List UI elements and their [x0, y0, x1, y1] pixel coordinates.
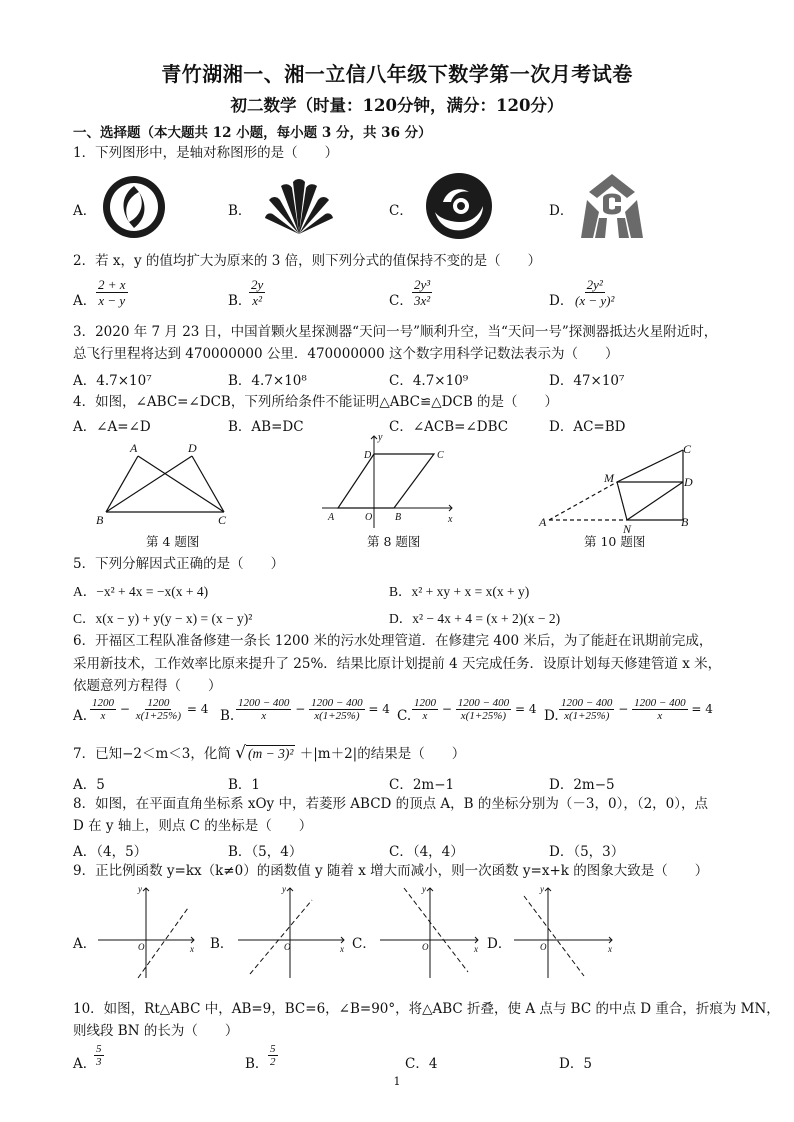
logo-c-icon [425, 172, 493, 240]
question-3-line-1: 3．2020 年 7 月 23 日，中国首颗火星探测器“天问一号”顺利升空，当“天问一号”探测器抵达火星附近时， [73, 324, 718, 340]
fraction-numerator: 2y² [586, 277, 603, 292]
fraction-denominator: 2 [270, 1056, 276, 1068]
logo-a-icon [101, 174, 167, 240]
q10-value-d: 5 [583, 1056, 592, 1072]
axis-label-x: x [190, 944, 194, 954]
q10-label-b: B． [245, 1056, 269, 1072]
fraction-denominator: x [261, 710, 267, 722]
axis-label-y: y [138, 884, 142, 894]
fraction-numerator: 2 + x [98, 277, 126, 292]
fraction-denominator: x(1+25%) [314, 710, 360, 722]
equation-rhs: = 4 [368, 702, 390, 716]
q2-label-c: C． [389, 293, 413, 309]
fraction-denominator: x [100, 710, 106, 722]
fraction-denominator: x(1+25%) [460, 710, 507, 722]
q4-option-c: C．∠ACB=∠DBC [389, 419, 509, 435]
fraction-numerator: 1200 − 400 [457, 697, 510, 709]
q5-option-c: C．x(x − y) + y(y − x) = (x − y)² [73, 611, 253, 626]
q3-option-b: B．4.7×10⁸ [228, 373, 307, 389]
figure-4-caption: 第 4 题图 [146, 534, 200, 549]
fig8-label-d: D [364, 450, 372, 461]
q10-label-d: D． [559, 1056, 584, 1072]
q6-option-a [90, 697, 208, 722]
question-5: 5．下列分解因式正确的是（ ） [73, 556, 285, 572]
q10-label-c: C． [405, 1056, 429, 1072]
minus-sign: − [441, 702, 452, 716]
fig4-label-a: A [130, 441, 138, 455]
origin-label: O [422, 942, 429, 952]
q4-option-a: A．∠A=∠D [73, 419, 151, 435]
q9-graph-a [92, 882, 202, 982]
q9-graph-d [508, 882, 618, 982]
axis-label-x: x [340, 944, 344, 954]
figure-4-triangles [92, 440, 242, 530]
q2-option-d [573, 277, 616, 308]
q2-label-b: B． [228, 293, 252, 309]
fraction-denominator: 3 [96, 1056, 102, 1068]
q6-option-b [236, 697, 390, 722]
q2-label-d: D． [549, 293, 574, 309]
fig8-label-o: O [365, 512, 373, 523]
sqrt-icon: √ [235, 743, 247, 763]
question-7 [73, 744, 465, 763]
q5-option-d: D．x² − 4x + 4 = (x + 2)(x − 2) [389, 611, 561, 626]
question-1: 1．下列图形中，是轴对称图形的是（ ） [73, 145, 339, 161]
figure-8-rhombus [318, 432, 458, 532]
fig8-label-c: C [437, 450, 444, 461]
q10-option-b [268, 1043, 278, 1068]
q8-option-a: A．（4，5） [73, 844, 148, 860]
axis-label-x: x [474, 944, 478, 954]
fraction-denominator: x [657, 710, 663, 722]
q6-option-d [559, 697, 713, 722]
figure-10-triangle [537, 440, 707, 535]
equation-rhs: = 4 [691, 702, 713, 716]
question-4: 4．如图，∠ABC=∠DCB，下列所给条件不能证明△ABC≌△DCB 的是（ ） [73, 394, 559, 410]
question-9: 9．正比例函数 y=kx（k≠0）的函数值 y 随着 x 增大而减小，则一次函数 y=x+k 的图象大致是（ ） [73, 863, 709, 879]
question-2: 2．若 x，y 的值均扩大为原来的 3 倍，则下列分式的值保持不变的是（ ） [73, 253, 542, 269]
q8-option-d: D．（5，3） [549, 844, 625, 860]
origin-label: O [284, 942, 291, 952]
q10-label-a: A． [73, 1056, 97, 1072]
axis-label-y: y [422, 884, 426, 894]
q7-text-start: 7．已知−2＜m＜3，化简 [73, 746, 231, 762]
fraction-numerator: 2y³ [414, 277, 431, 292]
q9-graph-c [374, 882, 484, 982]
q3-option-c: C．4.7×10⁹ [389, 373, 469, 389]
minus-sign: − [119, 702, 130, 716]
q3-option-a: A．4.7×10⁷ [73, 373, 152, 389]
fraction-denominator: x [422, 710, 428, 722]
fraction-numerator: 1200 − 400 [561, 697, 613, 709]
logo-d-icon [577, 172, 647, 240]
q6-option-c [412, 697, 537, 722]
fig10-label-n: N [623, 522, 632, 536]
fig8-label-y: y [378, 432, 383, 443]
axis-label-x: x [608, 944, 612, 954]
fraction-numerator: 5 [270, 1043, 276, 1055]
axis-label-y: y [540, 884, 544, 894]
section-heading: 一、选择题（本大题共 12 小题，每小题 3 分，共 36 分） [73, 125, 432, 141]
page-number: 1 [393, 1075, 401, 1088]
fig8-label-x: x [448, 514, 453, 525]
question-10-line-2: 则线段 BN 的长为（ ） [73, 1023, 239, 1039]
fraction-denominator: x² [252, 293, 262, 308]
q2-option-a [96, 277, 128, 308]
q9-graph-b [232, 882, 352, 982]
q8-option-c: C．（4，4） [389, 844, 464, 860]
fig10-label-a: A [539, 515, 547, 529]
q10-option-c [405, 1052, 437, 1072]
axis-label-y: y [282, 884, 286, 894]
q6-label-d: D. [544, 708, 559, 724]
q1-label-a: A． [73, 203, 97, 219]
radical-content: (m − 3)² [248, 746, 294, 761]
equation-rhs: = 4 [186, 702, 209, 716]
q5-option-a: A．−x² + 4x = −x(x + 4) [73, 584, 209, 599]
q9-label-b: B． [210, 936, 234, 952]
q3-option-d: D．47×10⁷ [549, 373, 625, 389]
question-6-line-3: 依题意列方程得（ ） [73, 678, 222, 694]
origin-label: O [138, 942, 145, 952]
fig4-label-d: D [188, 441, 197, 455]
q4-option-d: D．AC=BD [549, 419, 626, 435]
q9-label-d: D． [487, 936, 512, 952]
fraction-numerator: 1200 [414, 697, 436, 709]
question-6-line-2: 采用新技术，工作效率比原来提升了 25%．结果比原计划提前 4 天完成任务．设原计划每天修建管道 x 米， [73, 656, 722, 672]
fig4-label-b: B [96, 513, 104, 527]
q10-option-a [94, 1043, 104, 1068]
fig8-label-a: A [328, 512, 335, 523]
fraction-numerator: 1200 − 400 [634, 697, 686, 709]
figure-10-caption: 第 10 题图 [584, 534, 646, 549]
q1-label-b: B． [228, 203, 252, 219]
question-6-line-1: 6．开福区工程队准备修建一条长 1200 米的污水处理管道．在修建完 400 米后，为了能赶在讯期前完成， [73, 633, 713, 649]
fraction-denominator: x(1+25%) [564, 710, 610, 722]
q7-option-c: C．2m−1 [389, 777, 455, 793]
q10-option-d [559, 1052, 592, 1072]
q7-text-end: ＋|m＋2|的结果是（ ） [299, 746, 466, 762]
question-10-line-1: 10．如图，Rt△ABC 中，AB=9，BC=6，∠B=90°，将△ABC 折叠，使 A 点与 BC 的中点 D 重合，折痕为 MN， [73, 1001, 780, 1017]
q5-option-b: B．x² + xy + x = x(x + y) [389, 584, 530, 599]
fraction-numerator: 5 [96, 1043, 102, 1055]
q7-option-b: B．1 [228, 777, 261, 793]
figure-8-caption: 第 8 题图 [367, 534, 421, 549]
fraction-numerator: 2y [251, 277, 264, 292]
q10-value-c: 4 [428, 1056, 438, 1072]
fraction-numerator: 1200 [147, 697, 170, 709]
exam-subtitle: 初二数学（时量：120分钟，满分：120分） [230, 96, 564, 115]
fraction-numerator: 1200 − 400 [311, 697, 363, 709]
fraction-numerator: 1200 [92, 697, 114, 709]
q1-label-d: D． [549, 203, 574, 219]
fig4-label-c: C [218, 513, 227, 527]
minus-sign: − [618, 702, 629, 716]
q6-label-b: B. [220, 708, 235, 724]
q9-label-c: C． [352, 936, 376, 952]
question-3-line-2: 总飞行里程将达到 470000000 公里．470000000 这个数字用科学记数法表示为（ ） [73, 346, 619, 362]
fig10-label-b: B [681, 515, 689, 529]
fraction-denominator: x(1+25%) [135, 710, 182, 722]
q4-option-b: B．AB=DC [228, 419, 304, 435]
q8-option-b: B．（5，4） [228, 844, 303, 860]
fraction-denominator: (x − y)² [575, 293, 615, 308]
fraction-denominator: 3x² [414, 293, 431, 308]
q9-label-a: A． [73, 936, 97, 952]
equation-rhs: = 4 [514, 702, 537, 716]
fraction-denominator: x − y [98, 293, 126, 308]
fig10-label-m: M [604, 471, 614, 485]
minus-sign: − [295, 702, 306, 716]
logo-b-icon [263, 176, 335, 236]
question-8-line-2: D 在 y 轴上，则点 C 的坐标是（ ） [73, 818, 313, 834]
q7-option-d: D．2m−5 [549, 777, 615, 793]
fig10-label-d: D [684, 475, 693, 489]
fig10-label-c: C [683, 442, 692, 456]
fig8-label-b: B [395, 512, 402, 523]
q2-option-b [249, 277, 265, 308]
q1-label-c: C． [389, 203, 413, 219]
q6-label-c: C. [397, 708, 412, 724]
question-8-line-1: 8．如图，在平面直角坐标系 xOy 中，若菱形 ABCD 的顶点 A，B 的坐标分别为（－3，0），（2，0），点 [73, 796, 708, 812]
fraction-numerator: 1200 − 400 [238, 697, 290, 709]
q2-option-c [412, 277, 432, 308]
origin-label: O [540, 942, 547, 952]
q7-option-a: A．5 [73, 777, 105, 793]
q2-label-a: A． [73, 293, 97, 309]
q6-label-a: A. [73, 708, 88, 724]
exam-title: 青竹湖湘一、湘一立信八年级下数学第一次月考试卷 [161, 62, 633, 86]
